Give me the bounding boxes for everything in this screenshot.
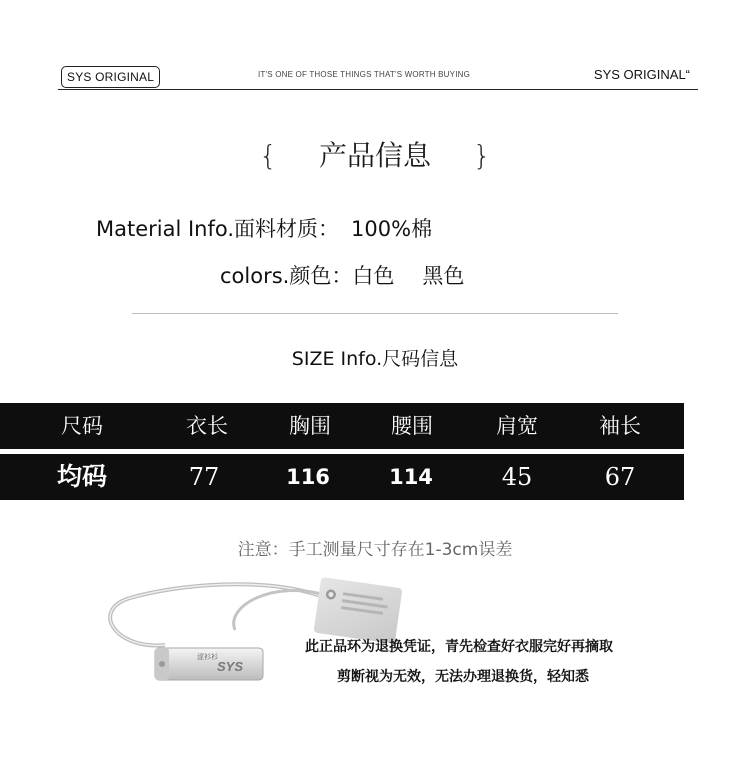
measurement-note: 注意：手工测量尺寸存在1-3cm误差 xyxy=(237,540,513,560)
cell-size: 均码 xyxy=(56,462,107,491)
header-cell-length: 衣长 xyxy=(186,414,228,438)
colors-label: colors.颜色： xyxy=(220,264,353,288)
header-cell-size: 尺码 xyxy=(61,414,103,438)
brand-right: SYS ORIGINAL“ xyxy=(593,67,690,82)
cell-chest: 116 xyxy=(286,465,330,489)
cell-sleeve: 67 xyxy=(604,463,636,491)
divider xyxy=(132,313,618,314)
title-text: 产品信息 xyxy=(318,139,431,172)
header-cell-chest: 胸围 xyxy=(289,414,331,438)
section-title xyxy=(0,134,750,174)
tag-instructions xyxy=(305,632,613,692)
color-white: 白色 xyxy=(352,264,395,288)
size-info-title: SIZE Info.尺码信息 xyxy=(291,348,459,370)
cell-shoulder: 45 xyxy=(501,463,533,491)
brand-badge: SYS ORIGINAL xyxy=(61,66,160,88)
header-cell-sleeve: 袖长 xyxy=(599,414,641,438)
brand-tagline: IT'S ONE OF THOSE THINGS THAT'S WORTH BUYING xyxy=(258,70,471,79)
colors-row xyxy=(220,260,464,290)
cell-waist: 114 xyxy=(389,465,433,489)
header-cell-waist: 腰围 xyxy=(391,414,433,438)
tag-card-small-text: 涩衫衫 xyxy=(197,653,218,661)
header-cell-shoulder: 肩宽 xyxy=(496,414,538,438)
size-table-row xyxy=(0,454,684,500)
cell-length: 77 xyxy=(188,463,220,491)
material-label: Material Info.面料材质： xyxy=(96,217,340,241)
tag-card-brand: SYS xyxy=(217,659,244,674)
header-bar xyxy=(58,66,698,90)
tag-instruction-line-1: 此正品环为退换凭证，青先检查好衣服完好再摘取 xyxy=(305,639,613,655)
title-bracket-left: { xyxy=(259,139,277,172)
color-black: 黑色 xyxy=(422,264,465,288)
size-table-header xyxy=(0,403,684,449)
material-row xyxy=(96,213,432,243)
header-line xyxy=(58,89,698,90)
title-bracket-right: } xyxy=(473,139,491,172)
material-value: 100%棉 xyxy=(351,217,433,241)
tag-instruction-line-2: 剪断视为无效，无法办理退换货，轻知悉 xyxy=(337,669,589,685)
